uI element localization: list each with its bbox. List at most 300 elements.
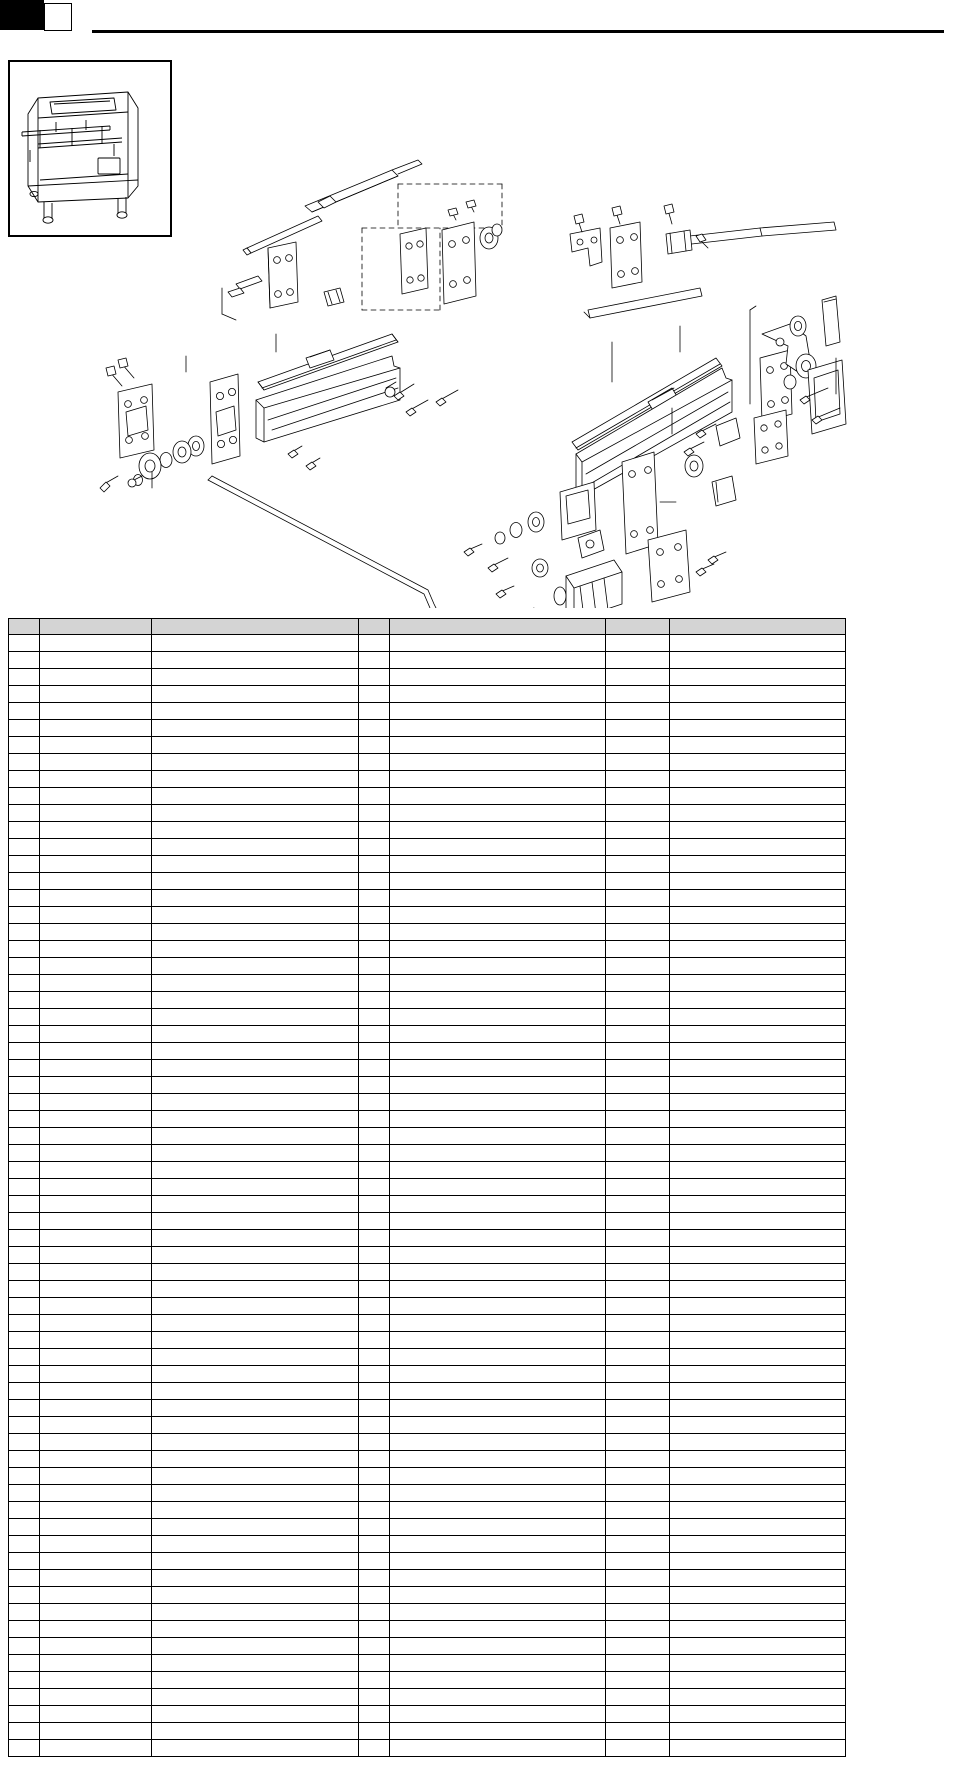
table-cell-part (40, 771, 152, 788)
table-cell-desc2 (390, 1621, 605, 1638)
table-cell-desc2 (390, 1723, 605, 1740)
table-row (9, 839, 846, 856)
table-cell-desc (151, 1740, 358, 1757)
table-cell-desc (151, 1230, 358, 1247)
table-cell-part2 (605, 1213, 669, 1230)
table-cell-desc2 (390, 873, 605, 890)
table-cell-extra (669, 1451, 845, 1468)
table-cell-extra (669, 1179, 845, 1196)
table-cell-desc2 (390, 856, 605, 873)
table-cell-extra (669, 1604, 845, 1621)
table-cell-desc (151, 669, 358, 686)
table-cell-desc2 (390, 1213, 605, 1230)
table-cell-num (9, 1230, 40, 1247)
table-cell-desc (151, 1468, 358, 1485)
table-cell-desc (151, 1247, 358, 1264)
table-cell-num (9, 1519, 40, 1536)
table-cell-desc2 (390, 1043, 605, 1060)
table-cell-part2 (605, 1230, 669, 1247)
table-cell-qty (359, 1111, 390, 1128)
table-cell-qty (359, 1383, 390, 1400)
table-cell-part2 (605, 1349, 669, 1366)
table-cell-part2 (605, 907, 669, 924)
table-cell-qty (359, 958, 390, 975)
table-cell-qty (359, 1179, 390, 1196)
table-cell-part2 (605, 635, 669, 652)
table-cell-desc (151, 1077, 358, 1094)
table-cell-qty (359, 1655, 390, 1672)
table-cell-desc2 (390, 1315, 605, 1332)
table-cell-extra (669, 941, 845, 958)
table-cell-desc (151, 1536, 358, 1553)
table-cell-part2 (605, 1689, 669, 1706)
table-cell-desc2 (390, 1162, 605, 1179)
table-cell-qty (359, 1417, 390, 1434)
table-cell-desc (151, 754, 358, 771)
table-cell-qty (359, 1621, 390, 1638)
table-cell-qty (359, 1366, 390, 1383)
table-row (9, 1026, 846, 1043)
table-cell-num (9, 1417, 40, 1434)
table-cell-part (40, 1179, 152, 1196)
table-cell-extra (669, 1332, 845, 1349)
table-cell-part (40, 1638, 152, 1655)
table-cell-part (40, 1281, 152, 1298)
table-row (9, 1315, 846, 1332)
table-cell-part2 (605, 1417, 669, 1434)
table-row (9, 1281, 846, 1298)
table-cell-part2 (605, 1587, 669, 1604)
table-cell-part2 (605, 1366, 669, 1383)
table-cell-num (9, 1026, 40, 1043)
table-cell-part2 (605, 1179, 669, 1196)
table-cell-num (9, 1128, 40, 1145)
table-cell-desc (151, 1655, 358, 1672)
table-cell-part2 (605, 805, 669, 822)
table-cell-extra (669, 1264, 845, 1281)
table-cell-qty (359, 1604, 390, 1621)
table-row (9, 1740, 846, 1757)
table-cell-part (40, 1060, 152, 1077)
table-cell-num (9, 1621, 40, 1638)
table-cell-desc (151, 1162, 358, 1179)
table-cell-part2 (605, 1638, 669, 1655)
table-cell-num (9, 1332, 40, 1349)
table-cell-extra (669, 1060, 845, 1077)
table-row (9, 1366, 846, 1383)
table-cell-num (9, 1740, 40, 1757)
table-cell-num (9, 1638, 40, 1655)
table-cell-part2 (605, 1247, 669, 1264)
table-cell-part (40, 822, 152, 839)
table-cell-part (40, 924, 152, 941)
table-cell-part2 (605, 1604, 669, 1621)
table-cell-part2 (605, 1332, 669, 1349)
table-cell-part (40, 1145, 152, 1162)
table-cell-part2 (605, 1621, 669, 1638)
table-cell-part2 (605, 652, 669, 669)
table-cell-part (40, 1468, 152, 1485)
table-row (9, 788, 846, 805)
table-cell-part (40, 839, 152, 856)
table-cell-part (40, 907, 152, 924)
table-cell-extra (669, 856, 845, 873)
table-row (9, 1519, 846, 1536)
table-cell-desc2 (390, 1332, 605, 1349)
table-cell-desc (151, 1366, 358, 1383)
table-cell-part2 (605, 856, 669, 873)
table-cell-desc (151, 924, 358, 941)
table-cell-qty (359, 737, 390, 754)
table-cell-part2 (605, 1519, 669, 1536)
table-cell-desc (151, 1723, 358, 1740)
table-cell-extra (669, 924, 845, 941)
table-cell-part2 (605, 1706, 669, 1723)
table-row (9, 907, 846, 924)
col-header-part (40, 619, 152, 635)
table-row (9, 1298, 846, 1315)
table-cell-qty (359, 1247, 390, 1264)
col-header-desc (151, 619, 358, 635)
table-cell-extra (669, 720, 845, 737)
table-cell-desc2 (390, 1434, 605, 1451)
table-row (9, 1655, 846, 1672)
table-cell-desc (151, 652, 358, 669)
table-cell-part (40, 686, 152, 703)
table-cell-num (9, 771, 40, 788)
table-cell-num (9, 1451, 40, 1468)
table-cell-desc (151, 907, 358, 924)
table-row (9, 669, 846, 686)
table-cell-part2 (605, 669, 669, 686)
table-cell-part2 (605, 754, 669, 771)
table-cell-qty (359, 1349, 390, 1366)
table-cell-qty (359, 635, 390, 652)
table-row (9, 975, 846, 992)
table-row (9, 1162, 846, 1179)
table-cell-desc (151, 1587, 358, 1604)
table-row (9, 754, 846, 771)
table-cell-part2 (605, 941, 669, 958)
table-cell-extra (669, 635, 845, 652)
table-cell-extra (669, 686, 845, 703)
table-cell-extra (669, 1740, 845, 1757)
table-row (9, 1111, 846, 1128)
table-cell-part (40, 1485, 152, 1502)
table-cell-part (40, 856, 152, 873)
table-cell-num (9, 856, 40, 873)
table-cell-part (40, 1689, 152, 1706)
table-cell-desc2 (390, 754, 605, 771)
table-cell-desc2 (390, 1281, 605, 1298)
table-cell-desc2 (390, 1179, 605, 1196)
table-cell-desc (151, 890, 358, 907)
table-cell-num (9, 1553, 40, 1570)
table-cell-extra (669, 1077, 845, 1094)
table-cell-desc (151, 1179, 358, 1196)
table-cell-qty (359, 1043, 390, 1060)
table-cell-part2 (605, 1383, 669, 1400)
table-cell-extra (669, 1281, 845, 1298)
table-cell-desc2 (390, 1077, 605, 1094)
table-cell-part2 (605, 1553, 669, 1570)
table-cell-num (9, 754, 40, 771)
table-cell-desc2 (390, 1349, 605, 1366)
table-row (9, 873, 846, 890)
table-cell-part2 (605, 1009, 669, 1026)
table-cell-desc (151, 1502, 358, 1519)
table-cell-part (40, 1349, 152, 1366)
table-row (9, 1587, 846, 1604)
col-header-qty (359, 619, 390, 635)
table-cell-extra (669, 1145, 845, 1162)
table-cell-qty (359, 1553, 390, 1570)
table-cell-desc2 (390, 924, 605, 941)
table-cell-qty (359, 992, 390, 1009)
table-row (9, 720, 846, 737)
table-cell-qty (359, 1162, 390, 1179)
table-cell-desc2 (390, 992, 605, 1009)
table-cell-extra (669, 1638, 845, 1655)
table-cell-num (9, 1468, 40, 1485)
table-cell-num (9, 1264, 40, 1281)
table-cell-part (40, 1417, 152, 1434)
table-cell-num (9, 737, 40, 754)
parts-table-body (9, 635, 846, 1757)
table-cell-num (9, 873, 40, 890)
table-cell-num (9, 975, 40, 992)
table-cell-part (40, 992, 152, 1009)
table-cell-num (9, 788, 40, 805)
table-cell-extra (669, 1434, 845, 1451)
table-cell-part (40, 1570, 152, 1587)
table-cell-num (9, 1043, 40, 1060)
table-cell-desc2 (390, 652, 605, 669)
table-cell-num (9, 635, 40, 652)
table-cell-num (9, 1060, 40, 1077)
table-cell-part2 (605, 873, 669, 890)
table-cell-part (40, 1247, 152, 1264)
table-cell-desc (151, 1094, 358, 1111)
table-cell-part2 (605, 771, 669, 788)
table-cell-desc2 (390, 635, 605, 652)
table-cell-desc2 (390, 669, 605, 686)
table-cell-extra (669, 1587, 845, 1604)
table-cell-qty (359, 941, 390, 958)
table-cell-desc2 (390, 1536, 605, 1553)
table-cell-desc (151, 873, 358, 890)
table-cell-part (40, 1043, 152, 1060)
table-row (9, 1536, 846, 1553)
table-cell-desc (151, 1315, 358, 1332)
table-cell-extra (669, 1468, 845, 1485)
table-cell-extra (669, 890, 845, 907)
table-cell-desc (151, 1553, 358, 1570)
table-cell-qty (359, 890, 390, 907)
table-row (9, 1145, 846, 1162)
table-cell-num (9, 1434, 40, 1451)
table-cell-desc (151, 1672, 358, 1689)
table-cell-desc (151, 720, 358, 737)
table-cell-num (9, 1111, 40, 1128)
table-row (9, 1043, 846, 1060)
table-row (9, 1179, 846, 1196)
table-cell-qty (359, 1587, 390, 1604)
table-cell-part2 (605, 1298, 669, 1315)
table-cell-extra (669, 1723, 845, 1740)
table-cell-part (40, 703, 152, 720)
table-cell-desc (151, 1043, 358, 1060)
table-row (9, 1570, 846, 1587)
table-cell-extra (669, 703, 845, 720)
table-cell-num (9, 1587, 40, 1604)
table-cell-num (9, 1570, 40, 1587)
parts-table (8, 618, 846, 1757)
table-cell-qty (359, 1060, 390, 1077)
table-cell-qty (359, 1689, 390, 1706)
table-cell-desc (151, 703, 358, 720)
table-row (9, 1706, 846, 1723)
table-cell-qty (359, 1145, 390, 1162)
table-cell-desc2 (390, 1451, 605, 1468)
table-row (9, 1672, 846, 1689)
table-cell-extra (669, 1128, 845, 1145)
table-cell-extra (669, 907, 845, 924)
table-cell-qty (359, 1077, 390, 1094)
table-cell-desc (151, 958, 358, 975)
table-cell-num (9, 805, 40, 822)
table-cell-desc2 (390, 1519, 605, 1536)
table-cell-qty (359, 839, 390, 856)
table-cell-num (9, 1298, 40, 1315)
table-cell-part2 (605, 1468, 669, 1485)
table-cell-part2 (605, 1451, 669, 1468)
table-cell-part2 (605, 1536, 669, 1553)
table-cell-extra (669, 1213, 845, 1230)
table-cell-desc2 (390, 1655, 605, 1672)
table-cell-desc (151, 1570, 358, 1587)
table-cell-part (40, 754, 152, 771)
table-cell-num (9, 839, 40, 856)
table-cell-part (40, 1332, 152, 1349)
table-cell-desc (151, 1621, 358, 1638)
table-row (9, 737, 846, 754)
table-row (9, 941, 846, 958)
table-cell-desc2 (390, 1298, 605, 1315)
table-cell-part (40, 1434, 152, 1451)
table-cell-extra (669, 1247, 845, 1264)
table-cell-num (9, 1485, 40, 1502)
table-cell-num (9, 720, 40, 737)
table-cell-qty (359, 907, 390, 924)
table-cell-desc2 (390, 1145, 605, 1162)
table-cell-num (9, 1162, 40, 1179)
table-cell-part2 (605, 788, 669, 805)
table-cell-desc (151, 1417, 358, 1434)
table-cell-part (40, 805, 152, 822)
col-header-part2 (605, 619, 669, 635)
table-cell-part (40, 1366, 152, 1383)
table-cell-part2 (605, 924, 669, 941)
table-cell-qty (359, 1723, 390, 1740)
table-cell-desc2 (390, 890, 605, 907)
table-cell-qty (359, 686, 390, 703)
page-header (0, 0, 954, 44)
table-row (9, 1349, 846, 1366)
table-cell-part2 (605, 737, 669, 754)
table-cell-part (40, 669, 152, 686)
table-cell-part2 (605, 1196, 669, 1213)
table-cell-part2 (605, 1400, 669, 1417)
table-cell-num (9, 1706, 40, 1723)
table-cell-part2 (605, 1434, 669, 1451)
table-cell-part (40, 1519, 152, 1536)
table-cell-qty (359, 788, 390, 805)
table-cell-part (40, 958, 152, 975)
table-row (9, 1383, 846, 1400)
table-cell-qty (359, 1519, 390, 1536)
table-cell-part (40, 1621, 152, 1638)
table-cell-num (9, 1213, 40, 1230)
table-row (9, 1247, 846, 1264)
table-cell-qty (359, 1128, 390, 1145)
table-cell-desc (151, 1689, 358, 1706)
table-cell-desc (151, 1298, 358, 1315)
table-cell-desc2 (390, 805, 605, 822)
table-cell-desc (151, 856, 358, 873)
table-cell-num (9, 1315, 40, 1332)
table-cell-num (9, 1366, 40, 1383)
table-row (9, 1264, 846, 1281)
table-cell-extra (669, 975, 845, 992)
table-cell-desc2 (390, 1604, 605, 1621)
table-cell-part (40, 941, 152, 958)
table-cell-desc (151, 1706, 358, 1723)
table-cell-desc (151, 635, 358, 652)
table-row (9, 992, 846, 1009)
table-cell-qty (359, 720, 390, 737)
table-cell-desc (151, 1485, 358, 1502)
table-cell-desc (151, 1213, 358, 1230)
page-number-box (44, 3, 72, 31)
table-cell-desc2 (390, 1570, 605, 1587)
table-cell-part (40, 1723, 152, 1740)
table-cell-part2 (605, 720, 669, 737)
table-cell-part (40, 635, 152, 652)
table-row (9, 856, 846, 873)
table-row (9, 1196, 846, 1213)
table-row (9, 1009, 846, 1026)
table-cell-extra (669, 1383, 845, 1400)
table-cell-part (40, 737, 152, 754)
header-divider-rule (92, 30, 944, 33)
table-cell-part2 (605, 1740, 669, 1757)
table-cell-qty (359, 652, 390, 669)
exploded-parts-diagram (0, 52, 954, 608)
table-cell-num (9, 958, 40, 975)
table-cell-part2 (605, 1281, 669, 1298)
table-cell-num (9, 1281, 40, 1298)
table-row (9, 805, 846, 822)
table-cell-extra (669, 1621, 845, 1638)
table-cell-desc2 (390, 1689, 605, 1706)
table-cell-part (40, 1026, 152, 1043)
table-cell-num (9, 686, 40, 703)
table-cell-desc (151, 992, 358, 1009)
table-cell-desc2 (390, 1009, 605, 1026)
table-cell-part2 (605, 1043, 669, 1060)
table-cell-part (40, 873, 152, 890)
